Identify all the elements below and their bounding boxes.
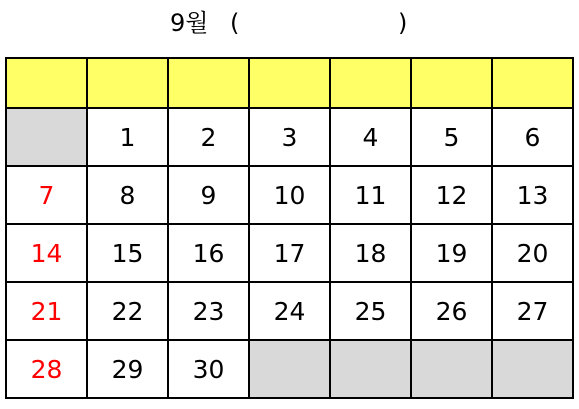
paren-open: ( bbox=[230, 9, 240, 37]
day-cell: 17 bbox=[249, 224, 330, 282]
week-row-5 bbox=[6, 340, 573, 398]
weekday-header-cell bbox=[330, 58, 411, 108]
day-cell: 27 bbox=[492, 282, 573, 340]
day-cell: 13 bbox=[492, 166, 573, 224]
day-cell: 30 bbox=[168, 340, 249, 398]
weekday-header-row bbox=[6, 58, 573, 108]
weekday-header-cell bbox=[492, 58, 573, 108]
month-label: 9월 bbox=[170, 9, 209, 37]
empty-day-cell bbox=[492, 340, 573, 398]
day-cell: 23 bbox=[168, 282, 249, 340]
sunday-cell: 14 bbox=[6, 224, 87, 282]
day-cell: 3 bbox=[249, 108, 330, 166]
weekday-header-cell bbox=[411, 58, 492, 108]
day-cell: 25 bbox=[330, 282, 411, 340]
paren-close: ) bbox=[398, 9, 408, 37]
sunday-cell: 7 bbox=[6, 166, 87, 224]
week-row-2 bbox=[6, 166, 573, 224]
week-row-4 bbox=[6, 282, 573, 340]
sunday-cell: 28 bbox=[6, 340, 87, 398]
day-cell: 10 bbox=[249, 166, 330, 224]
day-cell: 6 bbox=[492, 108, 573, 166]
day-cell: 1 bbox=[87, 108, 168, 166]
weekday-header-cell bbox=[249, 58, 330, 108]
day-cell: 5 bbox=[411, 108, 492, 166]
day-cell: 24 bbox=[249, 282, 330, 340]
empty-day-cell bbox=[411, 340, 492, 398]
day-cell: 2 bbox=[168, 108, 249, 166]
day-cell: 22 bbox=[87, 282, 168, 340]
day-cell: 18 bbox=[330, 224, 411, 282]
day-cell: 15 bbox=[87, 224, 168, 282]
sunday-cell: 21 bbox=[6, 282, 87, 340]
day-cell: 4 bbox=[330, 108, 411, 166]
day-cell: 26 bbox=[411, 282, 492, 340]
day-cell: 20 bbox=[492, 224, 573, 282]
empty-day-cell bbox=[330, 340, 411, 398]
day-cell: 8 bbox=[87, 166, 168, 224]
weekday-header-cell bbox=[87, 58, 168, 108]
empty-day-cell bbox=[249, 340, 330, 398]
week-row-1 bbox=[6, 108, 573, 166]
day-cell: 9 bbox=[168, 166, 249, 224]
day-cell: 11 bbox=[330, 166, 411, 224]
calendar-title bbox=[0, 6, 579, 40]
day-cell: 16 bbox=[168, 224, 249, 282]
day-cell: 12 bbox=[411, 166, 492, 224]
calendar-grid bbox=[5, 57, 574, 399]
week-row-3 bbox=[6, 224, 573, 282]
day-cell: 19 bbox=[411, 224, 492, 282]
weekday-header-cell bbox=[168, 58, 249, 108]
empty-day-cell bbox=[6, 108, 87, 166]
weekday-header-cell bbox=[6, 58, 87, 108]
day-cell: 29 bbox=[87, 340, 168, 398]
